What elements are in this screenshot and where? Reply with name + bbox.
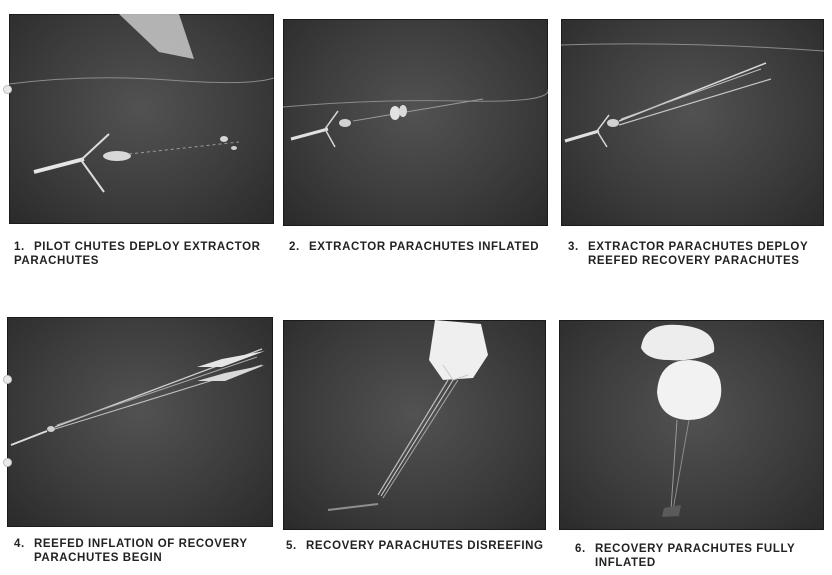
caption-6-number: 6. xyxy=(575,543,586,555)
photo-2 xyxy=(283,19,548,226)
photo-6 xyxy=(559,320,824,530)
caption-6-line1: RECOVERY PARACHUTES FULLY xyxy=(595,543,796,555)
caption-3-line2: REEFED RECOVERY PARACHUTES xyxy=(588,255,800,267)
photo-3-scene xyxy=(561,19,824,226)
caption-6 xyxy=(575,542,827,570)
caption-3 xyxy=(568,240,830,268)
caption-2-line1: EXTRACTOR PARACHUTES INFLATED xyxy=(309,241,540,253)
caption-4-line1: REEFED INFLATION OF RECOVERY xyxy=(34,538,248,550)
caption-3-number: 3. xyxy=(568,241,579,253)
photo-5-scene xyxy=(283,320,546,530)
photo-1-scene xyxy=(9,14,274,224)
caption-1-line1: PILOT CHUTES DEPLOY EXTRACTOR xyxy=(34,241,261,253)
caption-1-line2: PARACHUTES xyxy=(14,255,100,267)
caption-4-line2: PARACHUTES BEGIN xyxy=(34,552,163,564)
caption-5-line1: RECOVERY PARACHUTES DISREEFING xyxy=(306,540,544,552)
caption-2 xyxy=(289,240,551,254)
photo-4-scene xyxy=(7,317,273,527)
caption-5 xyxy=(286,539,548,553)
binder-hole-middle xyxy=(3,375,12,384)
photo-2-scene xyxy=(283,19,548,226)
binder-hole-bottom xyxy=(3,458,12,467)
photo-4 xyxy=(7,317,273,527)
photo-1 xyxy=(9,14,274,224)
caption-4 xyxy=(14,537,276,565)
photo-5 xyxy=(283,320,546,530)
caption-6-line2: INFLATED xyxy=(595,557,656,569)
caption-1 xyxy=(14,240,276,268)
caption-5-number: 5. xyxy=(286,540,297,552)
photo-3 xyxy=(561,19,824,226)
caption-3-line1: EXTRACTOR PARACHUTES DEPLOY xyxy=(588,241,809,253)
binder-hole-top xyxy=(3,85,12,94)
caption-1-number: 1. xyxy=(14,241,25,253)
caption-4-number: 4. xyxy=(14,538,25,550)
caption-2-number: 2. xyxy=(289,241,300,253)
photo-6-scene xyxy=(559,320,824,530)
